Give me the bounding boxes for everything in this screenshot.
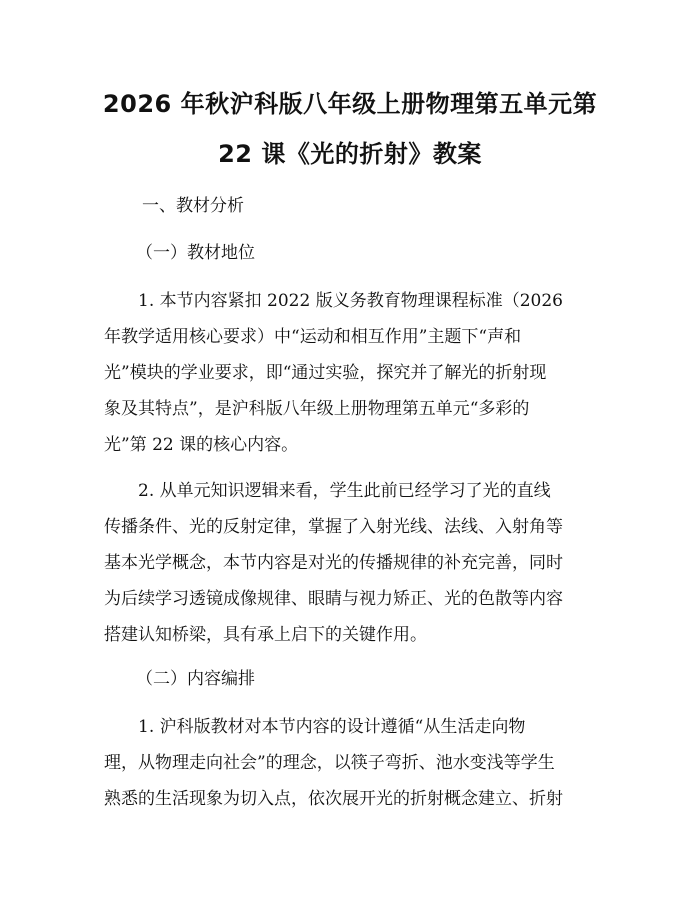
paragraph-2-line: 2. 从单元知识逻辑来看，学生此前已经学习了光的直线 (138, 481, 551, 501)
document-title-line-2: 22 课《光的折射》教案 (218, 140, 482, 168)
paragraph-1-line: 光”第 22 课的核心内容。 (104, 435, 299, 455)
paragraph-3-line: 理，从物理走向社会”的理念，以筷子弯折、池水变浅等学生 (104, 753, 555, 773)
paragraph-2-line: 基本光学概念，本节内容是对光的传播规律的补充完善，同时 (104, 553, 563, 573)
paragraph-2-line: 搭建认知桥梁，具有承上启下的关键作用。 (104, 625, 427, 645)
paragraph-2-line: 为后续学习透镜成像规律、眼睛与视力矫正、光的色散等内容 (104, 589, 563, 609)
section-heading-textbook-analysis: 一、教材分析 (142, 196, 244, 216)
document-title-line-1: 2026 年秋沪科版八年级上册物理第五单元第 (102, 90, 598, 118)
paragraph-1-line: 光”模块的学业要求，即“通过实验，探究并了解光的折射现 (104, 363, 547, 383)
paragraph-1-line: 年教学适用核心要求）中“运动和相互作用”主题下“声和 (104, 327, 522, 347)
paragraph-3-line: 熟悉的生活现象为切入点，依次展开光的折射概念建立、折射 (104, 789, 563, 809)
paragraph-1-line: 1. 本节内容紧扣 2022 版义务教育物理课程标准（2026 (138, 291, 563, 311)
paragraph-2-line: 传播条件、光的反射定律，掌握了入射光线、法线、入射角等 (104, 517, 563, 537)
subsection-heading-textbook-position: （一）教材地位 (136, 243, 255, 263)
paragraph-1-line: 象及其特点”，是沪科版八年级上册物理第五单元“多彩的 (104, 399, 530, 419)
subsection-heading-content-arrangement: （二）内容编排 (136, 669, 255, 689)
paragraph-3-line: 1. 沪科版教材对本节内容的设计遵循“从生活走向物 (138, 717, 526, 737)
